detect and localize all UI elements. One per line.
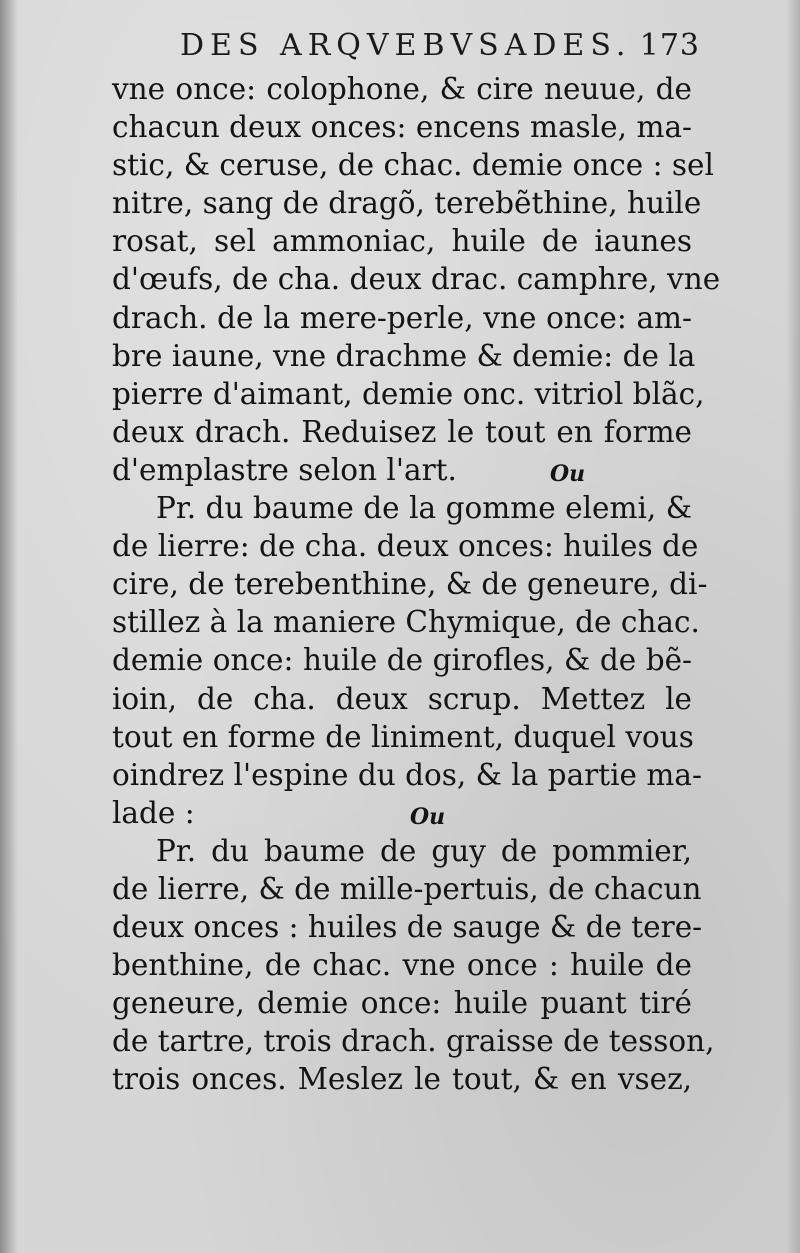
text-line: lade :: [112, 795, 195, 830]
text-line: ioin, de cha. deux scrup. Mettez le: [112, 681, 692, 716]
text-line-with-catchword: [112, 794, 692, 832]
text-line: vne once: colophone, & cire neuue, de: [112, 72, 692, 106]
page-header: [180, 28, 700, 76]
text-line: stic, & ceruse, de chac. demie once : sel: [112, 148, 714, 183]
text-line: geneure, demie once: huile puant tiré: [112, 986, 692, 1021]
text-line: bre iaune, vne drachme & demie: de la: [112, 338, 696, 373]
page-shadow-right: [786, 0, 800, 1253]
body-text: [112, 70, 721, 1099]
text-line: nitre, sang de dragõ, terebẽthine, huile: [112, 186, 702, 221]
text-line: de tartre, trois drach. graisse de tesson,: [112, 1024, 715, 1059]
text-line: de lierre: de cha. deux onces: huiles de: [112, 529, 699, 564]
text-line-with-catchword: [112, 451, 692, 489]
text-line: deux drach. Reduisez le tout en forme: [112, 414, 692, 449]
catchword-ou: Ou: [550, 460, 586, 487]
text-line: oindrez l'espine du dos, & la partie ma-: [112, 757, 702, 792]
running-head: DES ARQVEBVSADES.: [180, 28, 632, 63]
text-line: benthine, de chac. vne once : huile de: [112, 948, 692, 983]
text-line: deux onces : huiles de sauge & de tere-: [112, 910, 703, 945]
text-line: rosat, sel ammoniac, huile de iaunes: [112, 224, 692, 259]
text-line: Pr. du baume de la gomme elemi, &: [156, 491, 692, 526]
text-line: de lierre, & de mille-pertuis, de chacun: [112, 871, 702, 906]
page-number: 173: [639, 28, 700, 63]
page-shadow-left: [0, 0, 18, 1253]
text-line: pierre d'aimant, demie onc. vitriol blãc,: [112, 376, 705, 411]
text-line: trois onces. Meslez le tout, & en vsez,: [112, 1062, 692, 1097]
text-line: drach. de la mere-perle, vne once: am-: [112, 300, 692, 335]
text-line: stillez à la maniere Chymique, de chac.: [112, 605, 700, 640]
text-line: chacun deux onces: encens masle, ma-: [112, 110, 692, 145]
catchword-ou: Ou: [410, 803, 446, 830]
text-line: cire, de terebenthine, & de geneure, di-: [112, 567, 708, 602]
text-line: tout en forme de liniment, duquel vous: [112, 719, 694, 754]
text-line: Pr. du baume de guy de pommier,: [156, 833, 692, 868]
text-line: d'emplastre selon l'art.: [112, 452, 457, 487]
text-line: d'œufs, de cha. deux drac. camphre, vne: [112, 262, 721, 297]
text-line: demie once: huile de girofles, & de bẽ-: [112, 643, 692, 678]
